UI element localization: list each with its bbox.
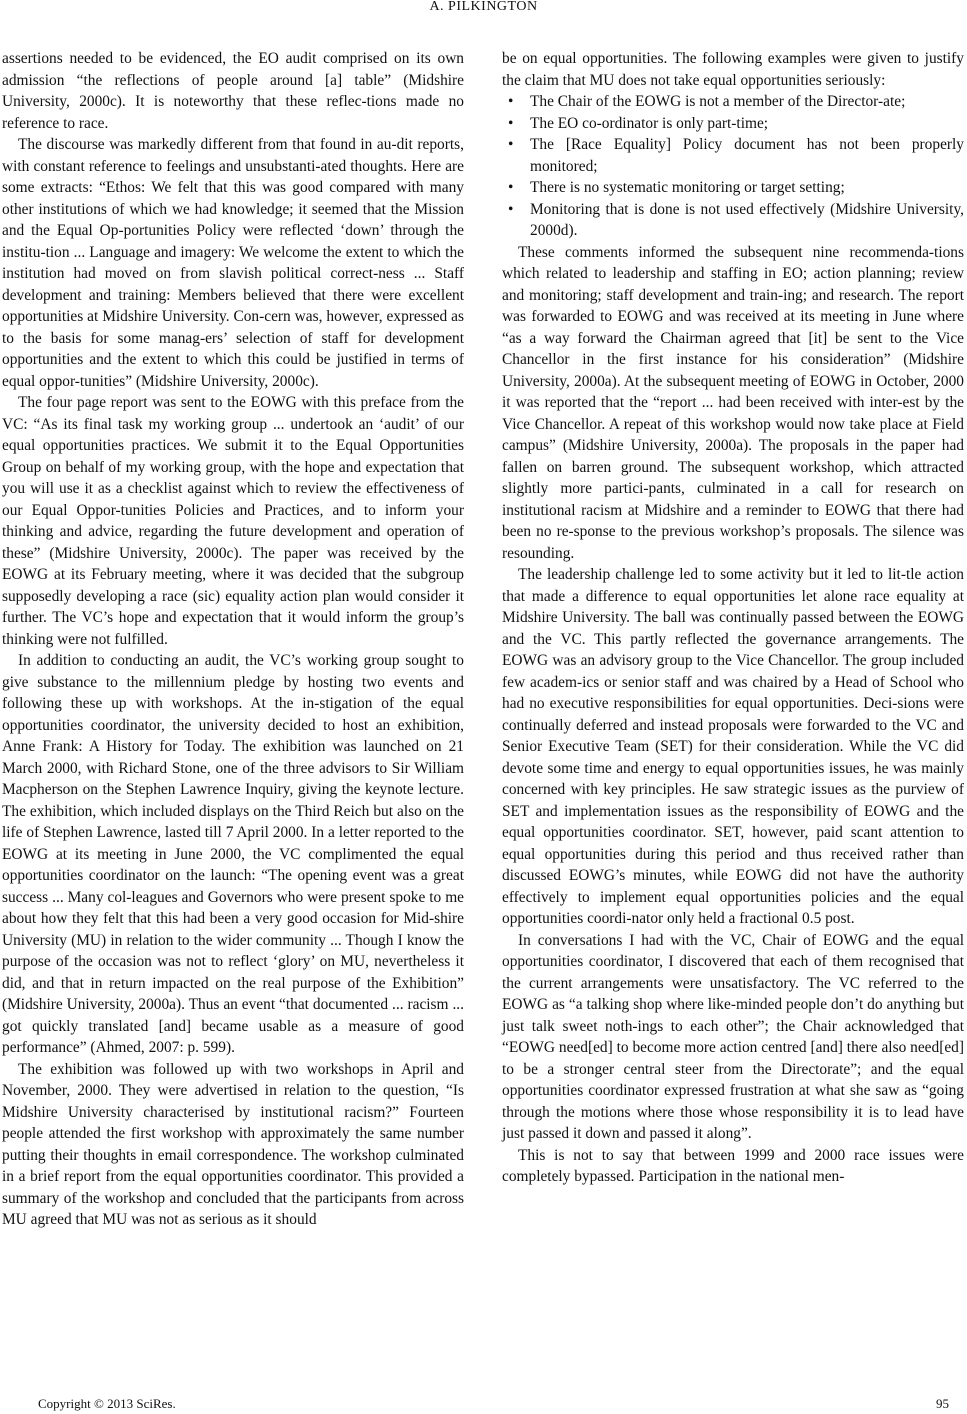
running-head: A. PILKINGTON <box>429 0 538 14</box>
list-item-text: There is no systematic monitoring or target setting; <box>530 179 845 196</box>
page-number: 95 <box>936 1396 949 1411</box>
paragraph: The four page report was sent to the EOWG with this preface from the VC: “As its final task my working group ... undertook an ‘audit’ of our equal opportunities practices. We submit it to the Equal Opportunities Group on behalf of my working group, with the hope and expectation that you will use it as a checklist against which to review the effectiveness of our Equal Oppor-tunities Policies and Practices, and to inform your thinking and advice, regarding the future development and operation of these” (Midshire University, 2000c). The paper was received by the EOWG at its February meeting, where it was decided that the subgroup supposedly developing a race (sic) equality action plan would consider it further. The VC’s hope and expectation that it would inform the group’s thinking were not fulfilled. <box>2 394 464 648</box>
left-column <box>2 48 464 1231</box>
list-item <box>502 199 964 242</box>
paragraph: be on equal opportunities. The following examples were given to justify the claim that MU does not take equal opportunities seriously: <box>502 50 964 89</box>
list-item-text: Monitoring that is done is not used effectively (Midshire University, 2000d). <box>530 200 964 239</box>
copyright-notice: Copyright © 2013 SciRes. <box>38 1396 176 1411</box>
bullet-icon: • <box>508 136 514 153</box>
bullet-list <box>502 91 964 242</box>
bullet-icon: • <box>508 200 514 218</box>
bullet-icon: • <box>508 179 514 196</box>
list-item <box>502 177 964 199</box>
paragraph: The exhibition was followed up with two workshops in April and November, 2000. They were advertised in relation to the question, “Is Midshire University characterised by institutional racism?” Fourteen people attended the first workshop with approximately the same number putting their thoughts in email correspondence. The workshop culminated in a brief report from the equal opportunities coordinator. This provided a summary of the workshop and concluded that the participants from across MU agreed that MU was not as serious as it should <box>2 1060 464 1228</box>
list-item-text: The Chair of the EOWG is not a member of the Director-ate; <box>530 93 906 110</box>
paragraph: In addition to conducting an audit, the VC’s working group sought to give substance to the millennium pledge by hosting two events and following these up with workshops. At the in-stigation of the equal opportunities coordinator, the university decided to host an exhibition, Anne Frank: A History for Today. The exhibition was launched on 21 March 2000, with Richard Stone, one of the three advisors to Sir William Macpherson on the Stephen Lawrence Inquiry, giving the keynote lecture. The exhibition, which included displays on the Third Reich but also on the life of Stephen Lawrence, lasted till 7 April 2000. In a letter reported to the EOWG at its meeting in June 2000, the VC complimented the equal opportunities coordinator on the launch: “The opening event was a great success ... Many col-leagues and Governors who were present spoke to me about how they felt that this had been a very good occasion for Mid-shire University (MU) in relation to the wider community ... Though I know the purpose of the occasion was not to reflect ‘glory’ on MU, nevertheless it did, and that in return impacted on the real purpose of the Exhibition” (Midshire University, 2000a). Thus an event “that documented ... racism ... got quickly translated [and] became usable as a measure of good performance” (Ahmed, 2007: p. 599). <box>2 652 464 1056</box>
bullet-icon: • <box>508 114 514 132</box>
paragraph: The discourse was markedly different from that found in au-dit reports, with constant reference to feelings and unsubstanti-ated thoughts. Here are some extracts: “Ethos: We felt that this was good compared with many other institutions of which we had knowledge; it seemed that the Mission and the Equal Op-portunities Policy were reflected ‘down’ through the institu-tion ... Language and imagery: We welcome the extent to which the institution had moved on from slavish political correct-ness ... Staff development and training: Members believed that there were excellent opportunities at Midshire University. Con-cern was, however, expressed as to the basis for some manag-ers’ selection of staff for development opportunities and the extent to which this could be justified in terms of equal oppor-tunities” (Midshire University, 2000c). <box>2 136 464 390</box>
paragraph: In conversations I had with the VC, Chair of EOWG and the equal opportunities coordinator, I discovered that each of them recognised that the current arrangements were unsatisfactory. The VC referred to the EOWG as “a talking shop where like-minded people don’t do anything but just talk sweet noth-ings to each other”; the Chair acknowledged that “EOWG need[ed] to become more action centred [and] there also need[ed] to be a stronger central steer from the Directorate”; and the equal opportunities coordinator expressed frustration at what she saw as “going through the motions where those whose responsibility it is to lead have just passed it down and passed it along”. <box>502 931 964 1142</box>
list-item <box>502 91 964 113</box>
paragraph: assertions needed to be evidenced, the EO audit comprised on its own admission “the reflections of people around [a] table” (Midshire University, 2000c). It is noteworthy that these reflec-tions made no reference to race. <box>2 50 464 132</box>
list-item-text: The EO co-ordinator is only part-time; <box>530 114 769 132</box>
paragraph: This is not to say that between 1999 and 2000 race issues were completely bypassed. Participation in the national men- <box>502 1146 964 1185</box>
list-item <box>502 113 964 135</box>
list-item-text: The [Race Equality] Policy document has not been properly monitored; <box>530 136 964 175</box>
paragraph: These comments informed the subsequent nine recommenda-tions which related to leadership and staffing in EO; action planning; review and monitoring; staff development and train-ing; and research. The report was forwarded to EOWG and was received at its meeting in June where “as a way forward the Chairman agreed that [it] be sent to the Vice Chancellor in the first instance for his consideration” (Midshire University, 2000a). At the subsequent meeting of EOWG in October, 2000 it was reported that the “report ... had been received with inter-est by the Vice Chancellor. A repeat of this workshop would now take place at Field campus” (Midshire University, 2000a). The proposals in the paper had fallen on barren ground. The subsequent workshop, which attracted slightly more partici-pants, culminated in a call for research on institutional racism at Midshire and a reminder to EOWG that there had been no re-sponse to the previous workshop’s proposals. The silence was resounding. <box>502 243 964 562</box>
bullet-icon: • <box>508 93 514 110</box>
list-item <box>502 134 964 177</box>
right-column <box>502 48 964 1188</box>
paragraph: The leadership challenge led to some activity but it led to lit-tle action that made a difference to equal opportunities let alone race equality at Midshire University. The ball was continually passed between the EOWG and the VC. This partly reflected the governance arrangements. The EOWG was an advisory group to the Vice Chancellor. The group included few academ-ics or senior staff and was chaired by a Head of School who had no executive responsibilities for equal opportunities. Deci-sions were continually deferred and instead proposals were forwarded to the VC and Senior Executive Team (SET) for their consideration. While the VC did devote some time and energy to equal opportunities issues, he was mainly concerned with key principles. He saw strategic issues as the purview of SET and implementation issues as the responsibility of EOWG and the equal opportunities coordinator. SET, however, paid scant attention to equal opportunities during this period and thus received rather than discussed EOWG’s minutes, while EOWG did not have the authority effectively to implement equal opportunities policies and the equal opportunities coordi-nator only held a fractional 0.5 post. <box>502 566 964 927</box>
